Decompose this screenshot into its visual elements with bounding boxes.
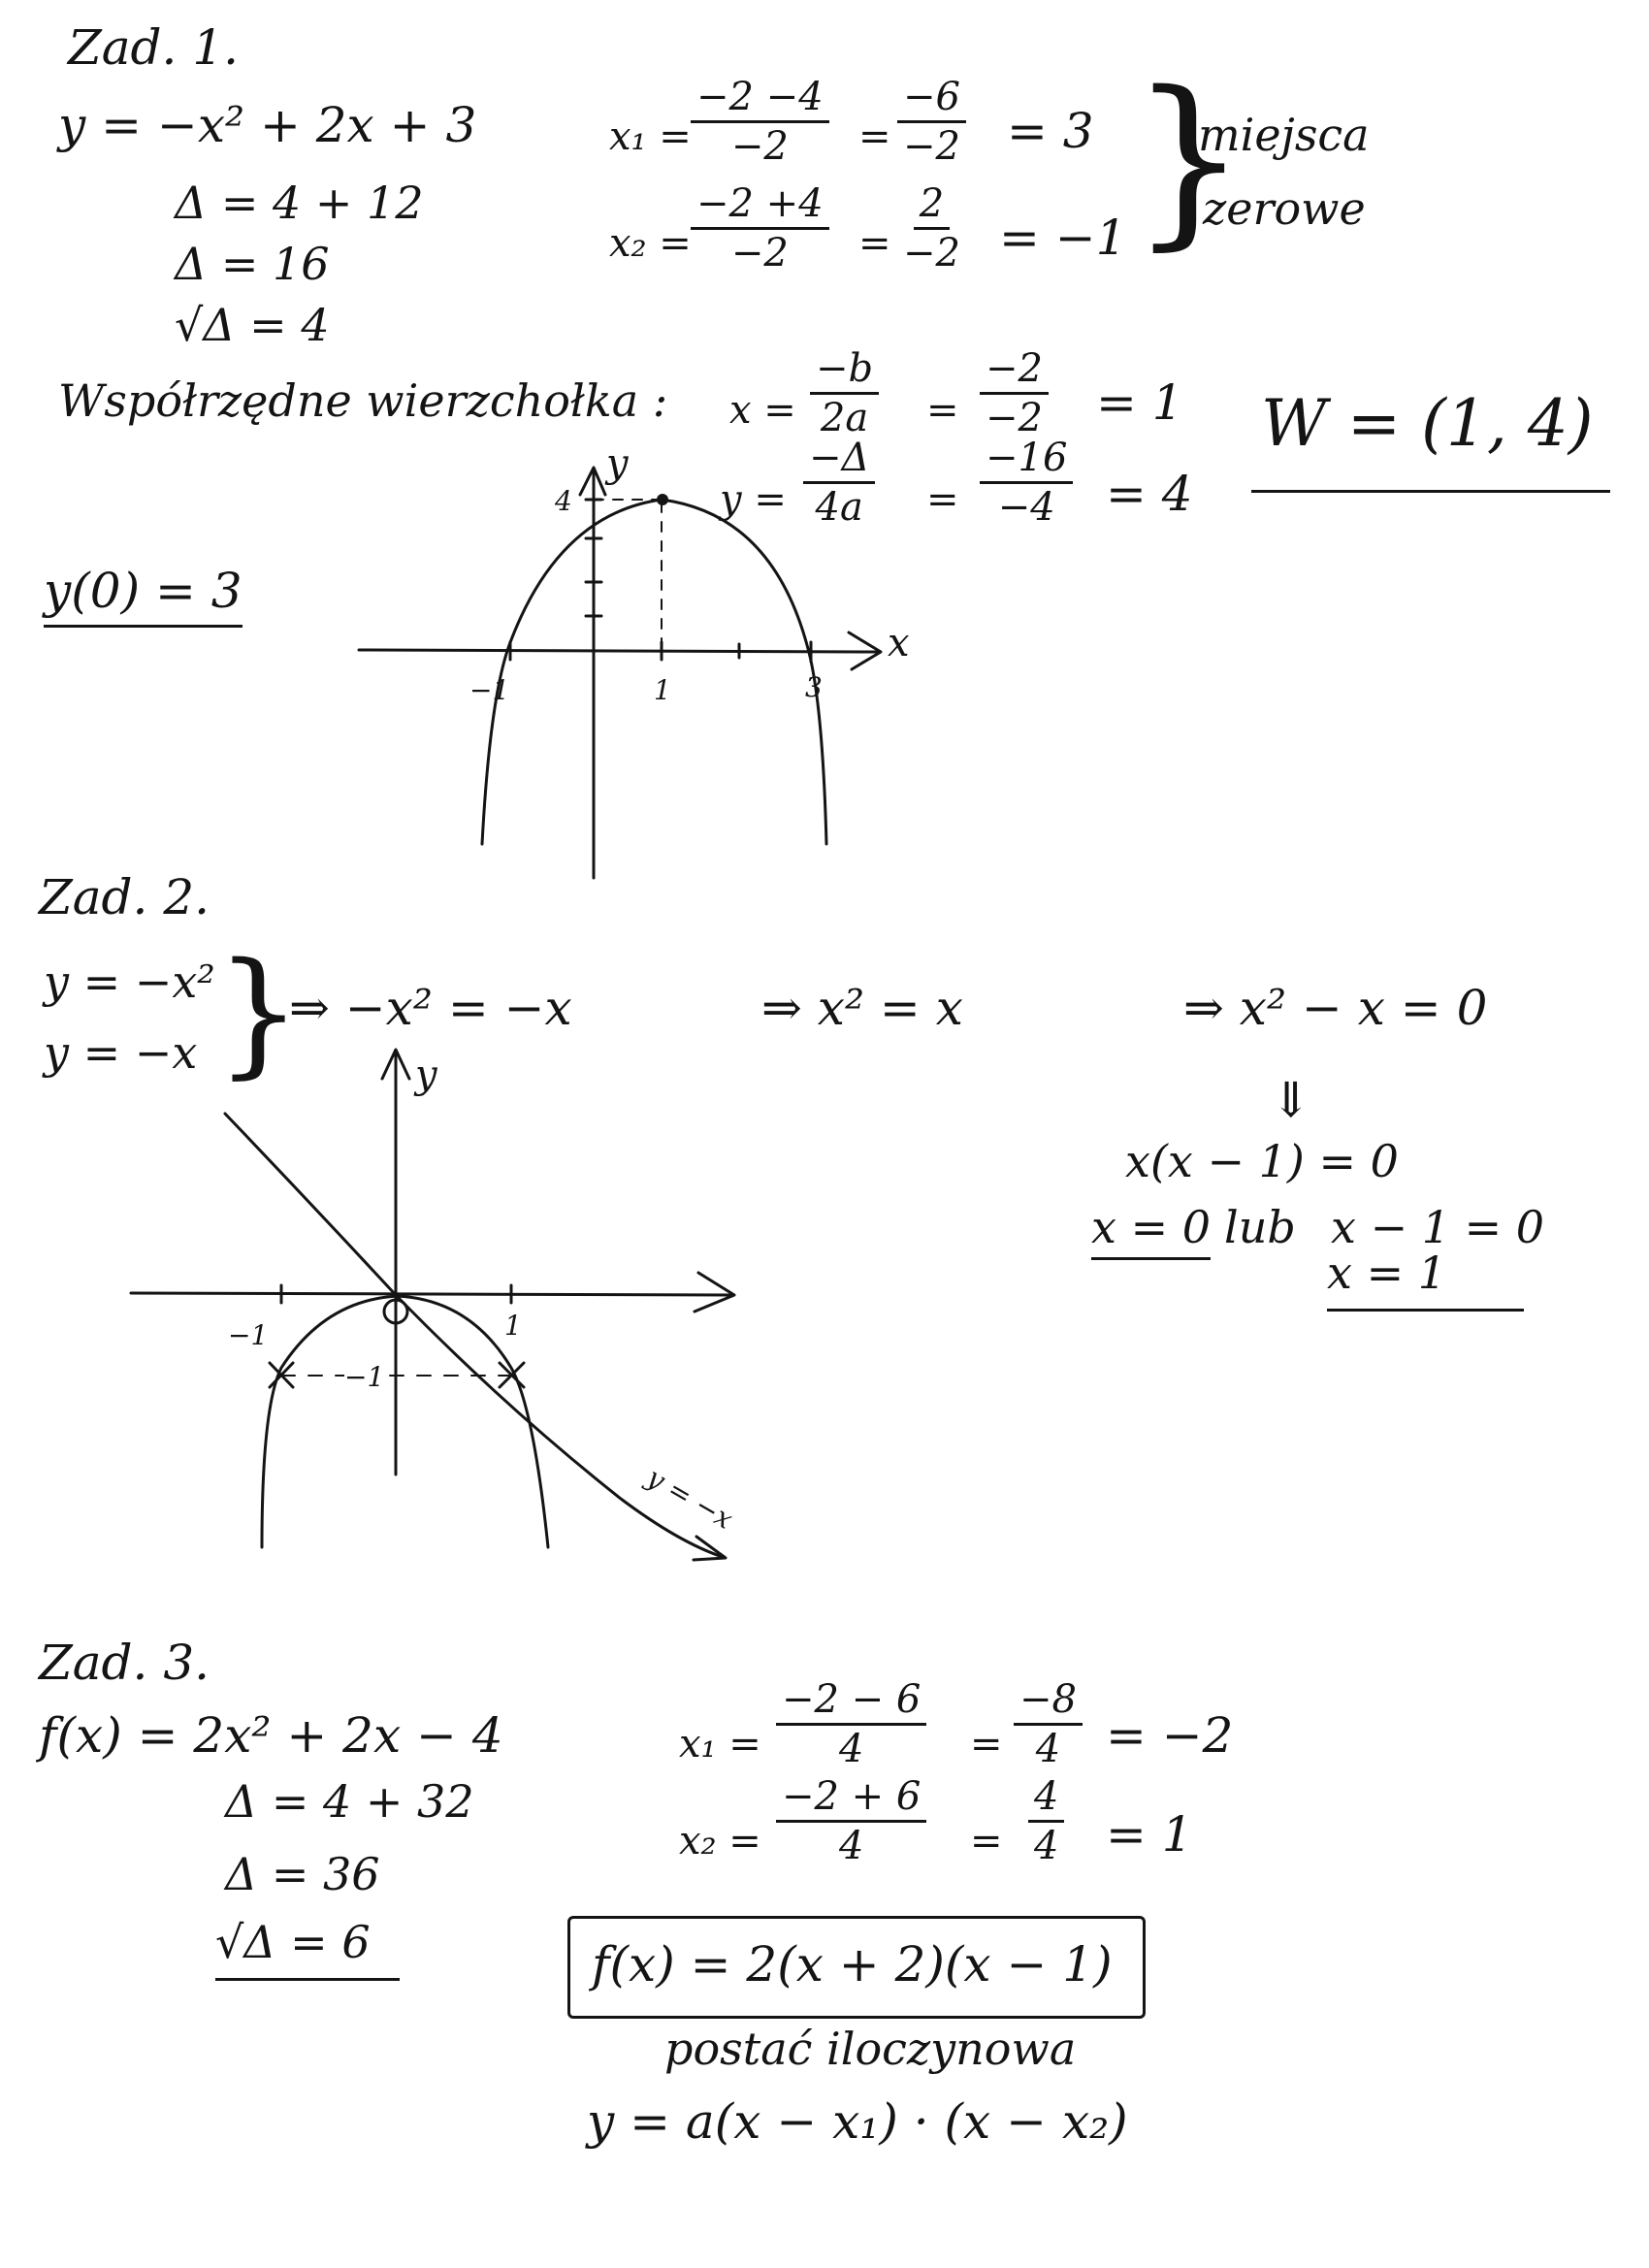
task3-x1-result: = −2 — [1106, 1707, 1234, 1764]
task3-x1-numerator2: −8 — [1014, 1678, 1083, 1726]
task1-title: Zad. 1. — [68, 19, 240, 76]
task1-graph-x-arrow — [849, 632, 881, 669]
task1-vertex: W = (1, 4) — [1261, 386, 1594, 461]
task3-x2-label: x₂ = — [679, 1819, 761, 1863]
task1-vx-result: = 1 — [1096, 374, 1183, 431]
task3-x2-fraction — [776, 1775, 926, 1867]
task1-vy-label: y = — [720, 477, 787, 522]
task2-eq1: y = −x² — [44, 956, 215, 1008]
task3-x1-denominator: 4 — [838, 1727, 864, 1771]
task2-solution-1: x = 0 — [1091, 1201, 1211, 1260]
task3-x2-equals: = — [970, 1819, 1003, 1863]
task1-vx-equals: = — [926, 388, 959, 433]
task3-x1-label: x₁ = — [679, 1722, 761, 1766]
task1-delta-sum: Δ = 4 + 12 — [175, 177, 424, 229]
task1-graph-vertex-point — [657, 494, 668, 505]
task3-delta-value: Δ = 36 — [225, 1848, 380, 1900]
task1-roots-note-line2: zerowe — [1203, 182, 1366, 235]
task1-x1-numerator2: −6 — [897, 76, 966, 123]
task1-x1-fraction — [691, 76, 829, 168]
task1-delta-value: Δ = 16 — [175, 238, 330, 290]
task1-x2-fraction — [691, 182, 829, 275]
task1-x2-result: = −1 — [999, 210, 1127, 266]
task2-graph-origin-circle — [384, 1300, 407, 1323]
task1-roots-note-line1: miejsca — [1198, 109, 1370, 161]
task1-graph-y-label: y — [606, 441, 629, 486]
task2-graph-x-arrow — [695, 1273, 734, 1312]
task1-vy-denominator: 4a — [815, 485, 863, 530]
task1-vx-numerator2: −2 — [980, 347, 1049, 395]
task2-solution-2a: x − 1 = 0 — [1331, 1201, 1545, 1253]
task1-x2-numerator2: 2 — [914, 182, 950, 230]
task1-vy-result: = 4 — [1106, 466, 1193, 522]
task1-vx-denominator2: −2 — [986, 396, 1043, 440]
task3-form-name: postać iloczynowa — [664, 2023, 1077, 2075]
task1-sqrt-delta: √Δ = 4 — [175, 299, 330, 351]
task2-graph-y-arrow — [382, 1050, 409, 1079]
task3-equation: f(x) = 2x² + 2x − 4 — [39, 1707, 503, 1764]
task3-delta-sum: Δ = 4 + 32 — [225, 1775, 474, 1828]
task1-x2-equals: = — [858, 221, 891, 266]
task1-x1-result: = 3 — [1007, 103, 1094, 159]
task3-x2-result: = 1 — [1106, 1806, 1193, 1863]
task1-x1-denominator2: −2 — [903, 124, 960, 169]
task1-x2-denominator: −2 — [730, 231, 789, 275]
task2-system-brace: } — [215, 934, 303, 1092]
task2-graph-line-label: y = −x — [641, 1461, 739, 1536]
task2-eq2: y = −x — [44, 1026, 198, 1079]
task2-step3: ⇒ x² − x = 0 — [1183, 980, 1488, 1036]
task3-x1-fraction2 — [1014, 1678, 1083, 1770]
task1-vy-numerator2: −16 — [980, 437, 1073, 484]
task3-x2-fraction2 — [1028, 1775, 1064, 1867]
task1-graph-tick-label-4: 4 — [555, 485, 572, 517]
task2-graph-cross-right — [500, 1363, 524, 1387]
task1-vx-fraction2 — [980, 347, 1049, 439]
task1-x1-label: x₁ = — [609, 114, 692, 159]
task1-graph-y-arrow — [580, 468, 605, 495]
task1-x1-numerator: −2 −4 — [691, 76, 829, 123]
task3-x1-equals: = — [970, 1722, 1003, 1766]
task3-result-box — [567, 1916, 1146, 2019]
task1-vx-denominator: 2a — [820, 396, 869, 440]
task1-graph-x-label: x — [888, 621, 910, 665]
task1-x2-fraction2 — [897, 182, 966, 275]
task3-x2-denominator: 4 — [838, 1824, 864, 1868]
task1-vy-denominator2: −4 — [997, 485, 1055, 530]
task1-graph-parabola — [482, 500, 826, 844]
task3-x2-denominator2: 4 — [1034, 1824, 1059, 1868]
task1-graph-x-axis — [359, 650, 878, 652]
task1-vertex-underline — [1251, 490, 1610, 493]
task1-vx-numerator: −b — [810, 347, 879, 395]
task3-title: Zad. 3. — [39, 1635, 210, 1691]
task1-vy-fraction2 — [980, 437, 1073, 529]
task1-vy-fraction — [803, 437, 875, 529]
task1-x1-equals: = — [858, 114, 891, 159]
task1-graph-tick-label-3: 3 — [805, 671, 823, 703]
task2-or: lub — [1224, 1201, 1296, 1253]
task1-vertex-label: Współrzędne wierzchołka : — [58, 374, 668, 427]
task3-x2-numerator2: 4 — [1028, 1775, 1064, 1823]
task2-factored: x(x − 1) = 0 — [1125, 1135, 1399, 1187]
task1-y0: y(0) = 3 — [44, 563, 242, 628]
task3-x2-numerator: −2 + 6 — [776, 1775, 926, 1823]
task1-graph-tick-label-1: 1 — [654, 674, 671, 706]
task1-x1-fraction2 — [897, 76, 966, 168]
task2-step2: ⇒ x² = x — [761, 980, 963, 1036]
task2-graph-tick-label-y-neg1: −1 — [344, 1361, 385, 1393]
task2-solution-2b: x = 1 — [1327, 1247, 1524, 1312]
task3-form-general: y = a(x − x₁) · (x − x₂) — [587, 2093, 1128, 2150]
task2-title: Zad. 2. — [39, 869, 210, 925]
task3-x1-numerator: −2 − 6 — [776, 1678, 926, 1726]
task1-x2-label: x₂ = — [609, 221, 692, 266]
task1-x2-denominator2: −2 — [903, 231, 960, 275]
task3-x1-fraction — [776, 1678, 926, 1770]
task2-graph-y-label: y — [415, 1053, 437, 1097]
task1-equation: y = −x² + 2x + 3 — [58, 97, 477, 153]
task2-graph-cross-left — [270, 1363, 293, 1387]
task2-graph-tick-label-1: 1 — [504, 1310, 522, 1342]
task2-graph-tick-label-neg1: −1 — [228, 1319, 269, 1351]
task1-x2-numerator: −2 +4 — [691, 182, 829, 230]
task1-graph-tick-label-neg1: −1 — [469, 674, 510, 706]
task2-graph-x-axis — [131, 1293, 732, 1295]
task2-step1: ⇒ −x² = −x — [289, 980, 572, 1036]
task3-sqrt-delta: √Δ = 6 — [215, 1916, 400, 1981]
task1-vy-equals: = — [926, 477, 959, 522]
task2-arrow-down: ⇓ — [1271, 1072, 1311, 1128]
task1-roots-brace: } — [1130, 52, 1247, 267]
task3-x1-denominator2: 4 — [1035, 1727, 1061, 1771]
task1-vy-numerator: −Δ — [803, 437, 875, 484]
task3-boxed-result: f(x) = 2(x + 2)(x − 1) — [592, 1936, 1113, 1993]
task1-vx-fraction — [810, 347, 879, 439]
task2-graph-line-arrow — [694, 1537, 726, 1560]
task1-vx-label: x = — [729, 388, 796, 433]
task1-x1-denominator: −2 — [730, 124, 789, 169]
